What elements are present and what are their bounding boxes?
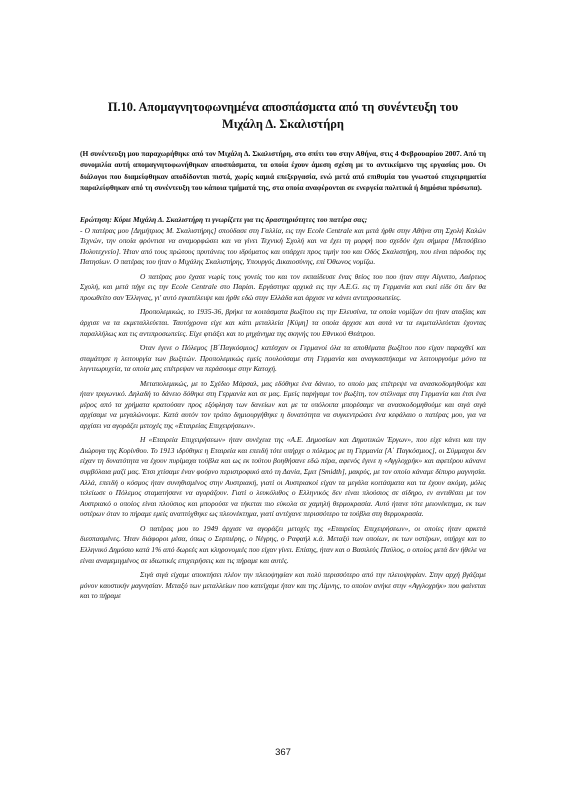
interview-body	[80, 215, 486, 606]
interview-intro: (Η συνέντευξη μου παραχωρήθηκε από τον Μιχάλη Δ. Σκαλιστήρη, στο σπίτι του στην Αθήνα, στις 4 Φεβρουαρίου 2007. Από τη συνομιλία αυτή απομαγνητοφωνήθηκαν αποσπάσματα, τα οποία έχουν άμεση σχέση με το αντικείμενο της εργασίας μου. Οι διάλογοι που διαμείφθηκαν αποδίδονται πιστά, χωρίς καμιά επεξεργασία, ενώ μετά από επιθυμία του γνωστού επιχειρηματία παραλείφθηκαν από τη συνέντευξη του κάποια τμήματά της, στα οποία αναφέρονται σε ενεργεία πολιτικά ή δημόσια πρόσωπα).	[80, 149, 486, 192]
page-number: 367	[275, 747, 291, 758]
title-line-1: Π.10. Απομαγνητοφωνημένα αποσπάσματα από τη συνέντευξη του	[107, 100, 459, 114]
section-title	[80, 99, 486, 133]
title-line-2: Μιχάλη Δ. Σκαλιστήρη	[222, 117, 344, 131]
paragraph: Σιγά σιγά είχαμε αποκτήσει πλέον την πλειοψηφίαν και πολύ περισσότερο από την πλειοψηφίαν. Στην αρχή βγάζαμε μόνον καυστικήν μαγνησίαν. Μεταξύ των μεταλλείων που κατείχαμε ήταν και της Λίμνης, το οποίον ανήκε στην «Αγγλοχρήκ» που φαίνεται και το πήραμε	[80, 569, 486, 601]
paragraph: Προπολεμικώς, το 1935-36, βρήκε τα κοιτάσματα βωξίτου εις την Ελευσίνα, τα οποία νομίζων ότι ήταν αταξίας και άρχισε να τα εκμεταλλεύεται. Ταυτόχρονα είχε και κάπι μεταλλεία [Κύμη] τα οποία άρχισε και αυτά να τα εκμεταλλεύεται έχοντας παραλλήλως και τις αντιπροσωπείες. Είχε φτιάξει και το μηχάνημα της σκηνής του Εθνικού Θεάτρου.	[80, 307, 486, 338]
paragraph: - Ο πατέρας μου [Δημήτριος Μ. Σκαλιστήρης] σπούδασε στη Γαλλία, εις την Ecole Centrale και μετά ήρθε στην Αθήνα στη Σχολή Καλών Τεχνών, την οποία φρόντισε να αναμορφώσει και να γίνει Τεχνική Σχολή και να έχει τη μορφή που σχεδόν έχει σήμερα [Μετσόβειο Πολυτεχνείο]. Ήταν από τους πρώτους πρυτάνεις του ιδρύματος και υπάρχει προς τιμήν του και Οδός Σκαλιστήρη, που είναι πάροδος της Πατησίων. Ο πατέρας του ήταν ο Μιχάλης Σκαλιστήρης, Υπουργός Δικαιοσύνης, επί Όθωνος νομίζω.	[80, 225, 486, 267]
paragraph: Ο πατέρας μου το 1949 άρχισε να αγοράζει μετοχές της «Εταιρείας Επιχειρήσεων», οι οποίες ήταν αρκετά διεσπασμένες. Ήταν διάφοροι μέσα, όπως ο Σερπιέρης, ο Νέγρης, ο Ραφαήλ κ.ά. Μεταξύ των οποίων, εκ των υστέρων, υπήρχε και το Ελληνικό Δημόσιο κατά 1% από δωρεές και κληρονομιές που είχαν γίνει. Επίσης, ήταν και ο Βασιλεύς Παύλος, ο οποίος μετά δεν ήθελε να είναι αναμεμιγμένος σε ιδιωτικές επιχειρήσεις και τις πήραμε και αυτές.	[80, 523, 486, 565]
paragraph: Ο πατέρας μου έχασε νωρίς τους γονείς του και τον εκπαίδευσε ένας θείος του που ήταν στην Αίγυπτο, Λαέρτιος Σχολή, και μετά πήγε εις την Ecole Centrale στο Παρίσι. Εργάστηκε αρχικά εις την A.E.G. εις τη Γερμανία και εκεί είδε ότι δεν θα προωθείτο σαν Έλληνας, γι' αυτό εγκατέλειψε και ήρθε εδώ στην Ελλάδα και άρχισε να κάνει αντιπροσωπείες.	[80, 271, 486, 302]
interview-question: Ερώτηση: Κύριε Μιχάλη Δ. Σκαλιστήρη τι γνωρίζετε για τις δραστηριότητες του πατέρα σας;	[80, 215, 368, 224]
paragraph: Η «Εταιρεία Επιχειρήσεων» ήταν συνέχεια της «Α.Ε. Δημοσίων και Δημοτικών Έργων», που είχε κάνει και την Διώρυγα της Κορίνθου. Το 1913 ιδρύθηκε η Εταιρεία και επειδή τότε υπήρχε ο πόλεμος με τη Γερμανία [Α΄ Παγκόσμιος], οι Σύμμαχοι δεν είχαν τη δυνατότητα να έχουν πυρίμαχα τούβλα και ως εκ τούτου βοηθήσανε εδώ πέρα, αφενός έγινε η «Αγγλοχρήκ» και αφετέρου κάνανε συμβόλαια μαζί μας. Έτσι χτίσαμε έναν φούρνο περιστροφικό από τη Δανία, Σμιτ [Smidth], μακρύς, με τον οποίο κάναμε δίπυρο μαγνησία. Αλλά, επειδή ο κόσμος ήταν συνηθισμένος στην Αυστριακή, γιατί οι Αυστριακοί είχαν τα μεγάλα κοιτάσματα και τα έχουν ακόμη, μόλις τελείωσε ο Πόλεμος σταματήσανε να αγοράζουν. Γιατί ο λευκόλιθος ο Ελληνικός δεν είναι πλούσιος σε σίδηρο, εν αντιθέσει με τον Αυστριακό ο οποίος είναι πλούσιος και μπορούσε να τήκεται πιο εύκολα σε χαμηλή θερμοκρασία. Αυτό ήτανε τότε μειονέκτημα, εκ των υστέρων όταν το πήραμε εμείς αναπτύχθηκε ως πλεονέκτημα, γιατί αντέχανε περισσότερο τα τούβλα στη θερμοκρασία.	[80, 435, 486, 519]
paragraph: Όταν έγινε ο Πόλεμος [Β΄Παγκόσμιος] κατέσχαν οι Γερμανοί όλα τα αποθέματα βωξίτου που είχαν παραχθεί και σταμάτησε η λειτουργία των βωξιτών. Προπολεμικώς εμείς πουλούσαμε στη Γερμανία και αναγκαστήκαμε να λειτουργούμε μόνο τα λιγνιτωρυχεία, τα οποία μας επέτρεψαν να περάσουμε στην Κατοχή.	[80, 342, 486, 374]
paragraph: Μεταπολεμικώς, με το Σχέδιο Μάρσαλ, μας εδόθηκε ένα δάνειο, το οποίο μας επέτρεψε να ανασκοδομηθούμε και ήταν τριγωνικό. Δηλαδή το δάνειο δόθηκε στη Γερμανία και σε μας. Εμείς παρήγαμε τον βωξίτη, τον στέλναμε στη Γερμανία και έτσι ένα μέρος από τα χρήματα κρατούσαν προς εξόφληση των δανείων και με τα υπόλοιπα μπορέσαμε να ανασκοδομηθούμε και σιγά σιγά αρχίσαμε να μεγαλώνουμε. Κατά αυτόν τον τρόπο δημιουργήθηκε η δυνατότητα να συγκεντρώσει ένα κεφάλαιο ο πατέρας μου, για να αρχίσει να αγοράζει μετοχές της «Εταιρείας Επιχειρήσεων».	[80, 378, 486, 430]
